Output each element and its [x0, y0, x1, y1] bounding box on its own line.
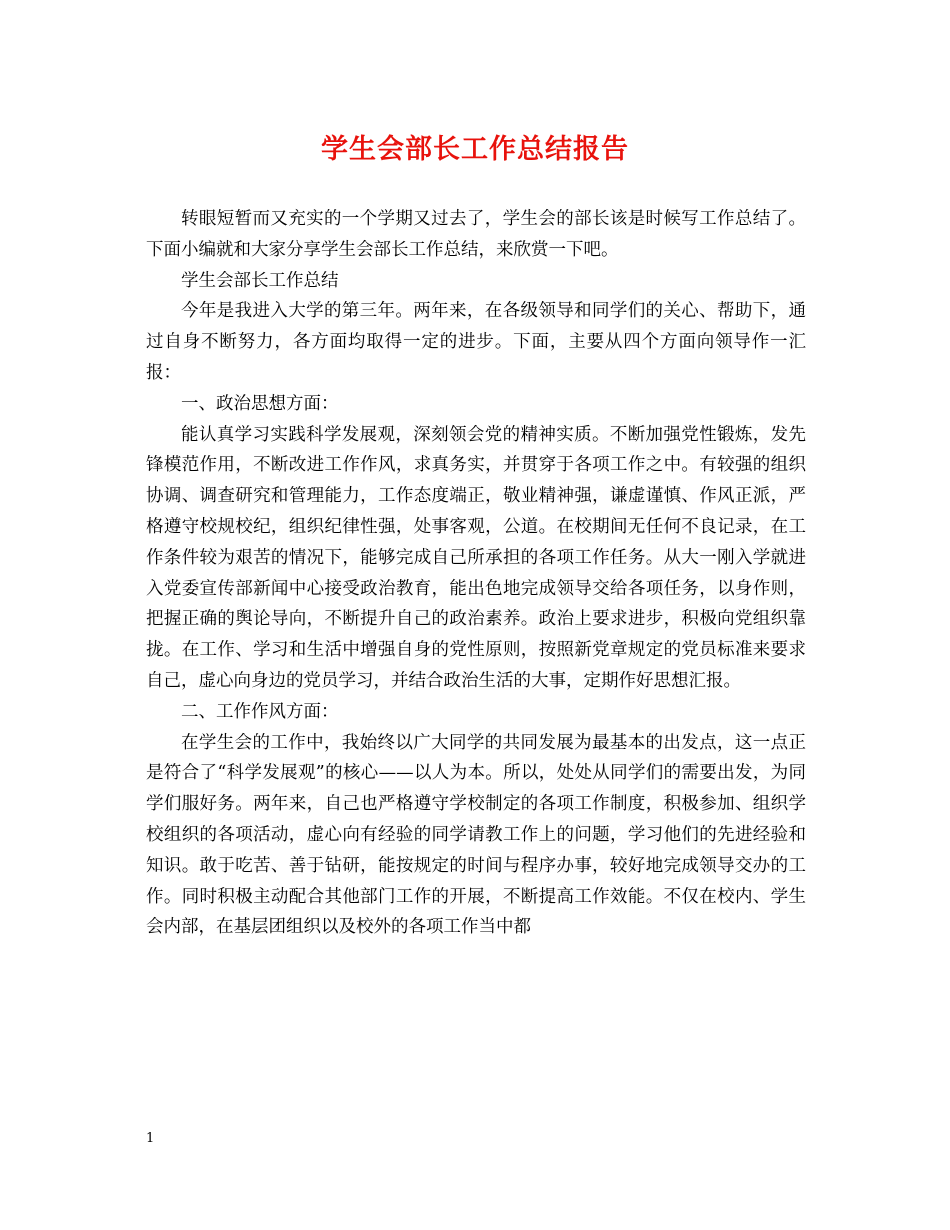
- paragraph-work-style: 在学生会的工作中，我始终以广大同学的共同发展为最基本的出发点，这一点正是符合了“科学发展观”的核心——以人为本。所以，处处从同学们的需要出发，为同学们服好务。两年来，自己也严格遵守学校制定的各项工作制度，积极参加、组织学校组织的各项活动，虚心向有经验的同学请教工作上的问题，学习他们的先进经验和知识。敢于吃苦、善于钻研，能按规定的时间与程序办事，较好地完成领导交办的工作。同时积极主动配合其他部门工作的开展，不断提高工作效能。不仅在校内、学生会内部，在基层团组织以及校外的各项工作当中都: [146, 732, 806, 938]
- document-title: 学生会部长工作总结报告: [321, 134, 629, 165]
- section-heading-work-style: 二、工作作风方面：: [181, 701, 339, 722]
- paragraph-overview: 今年是我进入大学的第三年。两年来，在各级领导和同学们的关心、帮助下，通过自身不断努力，各方面均取得一定的进步。下面，主要从四个方面向领导作一汇报：: [146, 301, 806, 383]
- section-heading-politics: 一、政治思想方面：: [181, 393, 339, 414]
- paragraph-subtitle: 学生会部长工作总结: [181, 270, 339, 291]
- document-body: [146, 204, 806, 943]
- page-number: 1: [146, 1131, 155, 1146]
- paragraph-intro: 转眼短暂而又充实的一个学期又过去了，学生会的部长该是时候写工作总结了。下面小编就和大家分享学生会部长工作总结，来欣赏一下吧。: [146, 209, 806, 260]
- paragraph-politics: 能认真学习实践科学发展观，深刻领会党的精神实质。不断加强党性锻炼，发先锋模范作用，不断改进工作作风，求真务实，并贯穿于各项工作之中。有较强的组织协调、调查研究和管理能力，工作态度端正，敬业精神强，谦虚谨慎、作风正派，严格遵守校规校纪，组织纪律性强，处事客观，公道。在校期间无任何不良记录，在工作条件较为艰苦的情况下，能够完成自己所承担的各项工作任务。从大一刚入学就进入党委宣传部新闻中心接受政治教育，能出色地完成领导交给各项任务，以身作则，把握正确的舆论导向，不断提升自己的政治素养。政治上要求进步，积极向党组织靠拢。在工作、学习和生活中增强自身的党性原则，按照新党章规定的党员标准来要求自己，虚心向身边的党员学习，并结合政治生活的大事，定期作好思想汇报。: [146, 424, 806, 691]
